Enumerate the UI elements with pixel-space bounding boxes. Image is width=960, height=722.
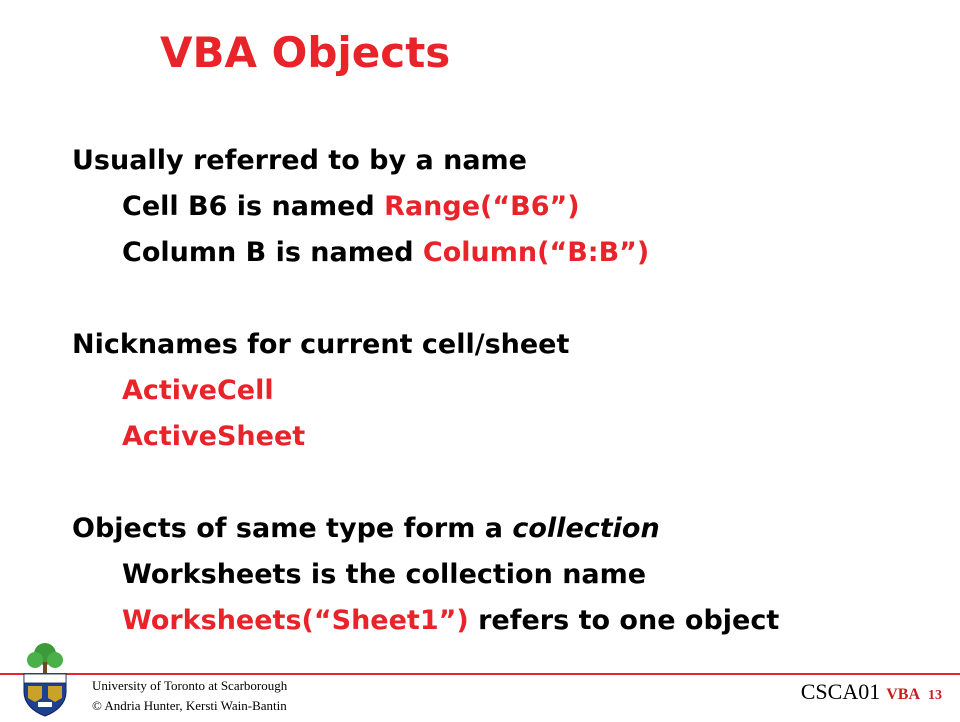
code-text: Column(“B:B”) xyxy=(422,237,650,268)
slide-title: VBA Objects xyxy=(160,28,451,77)
sub-bullet-text: Column B is named xyxy=(122,237,423,268)
course-topic: VBA xyxy=(886,686,920,703)
code-text: Worksheets(“Sheet1”) xyxy=(122,605,469,636)
bullet-heading: Nicknames for current cell/sheet xyxy=(72,329,570,360)
sub-bullet xyxy=(72,368,932,414)
code-text: ActiveSheet xyxy=(122,421,306,452)
bullet-heading: Usually referred to by a name xyxy=(72,145,527,176)
footer-divider xyxy=(0,673,960,675)
sub-bullet xyxy=(72,184,932,230)
footer-copyright: © Andria Hunter, Kersti Wain-Bantin xyxy=(92,698,287,713)
sub-bullet xyxy=(72,414,932,460)
sub-bullet xyxy=(72,598,932,644)
footer-credits xyxy=(92,676,287,716)
sub-bullet xyxy=(72,230,932,276)
sub-bullet xyxy=(72,552,932,598)
code-text: Range(“B6”) xyxy=(384,191,580,222)
footer-institution: University of Toronto at Scarborough xyxy=(92,678,288,693)
course-code: CSCA01 xyxy=(800,679,881,704)
sub-bullet-text: refers to one object xyxy=(468,605,780,636)
bullet-heading-text: Objects of same type form a xyxy=(72,513,513,544)
sub-bullet-text: Worksheets is the collection name xyxy=(122,559,647,590)
code-text: ActiveCell xyxy=(122,375,274,406)
slide-body xyxy=(72,138,932,644)
page-number: 13 xyxy=(928,688,942,703)
sub-bullet-text: Cell B6 is named xyxy=(122,191,385,222)
university-crest-icon xyxy=(16,640,74,722)
footer-course-info xyxy=(801,679,942,705)
bullet-heading xyxy=(72,506,932,552)
emphasis-text: collection xyxy=(512,513,660,544)
